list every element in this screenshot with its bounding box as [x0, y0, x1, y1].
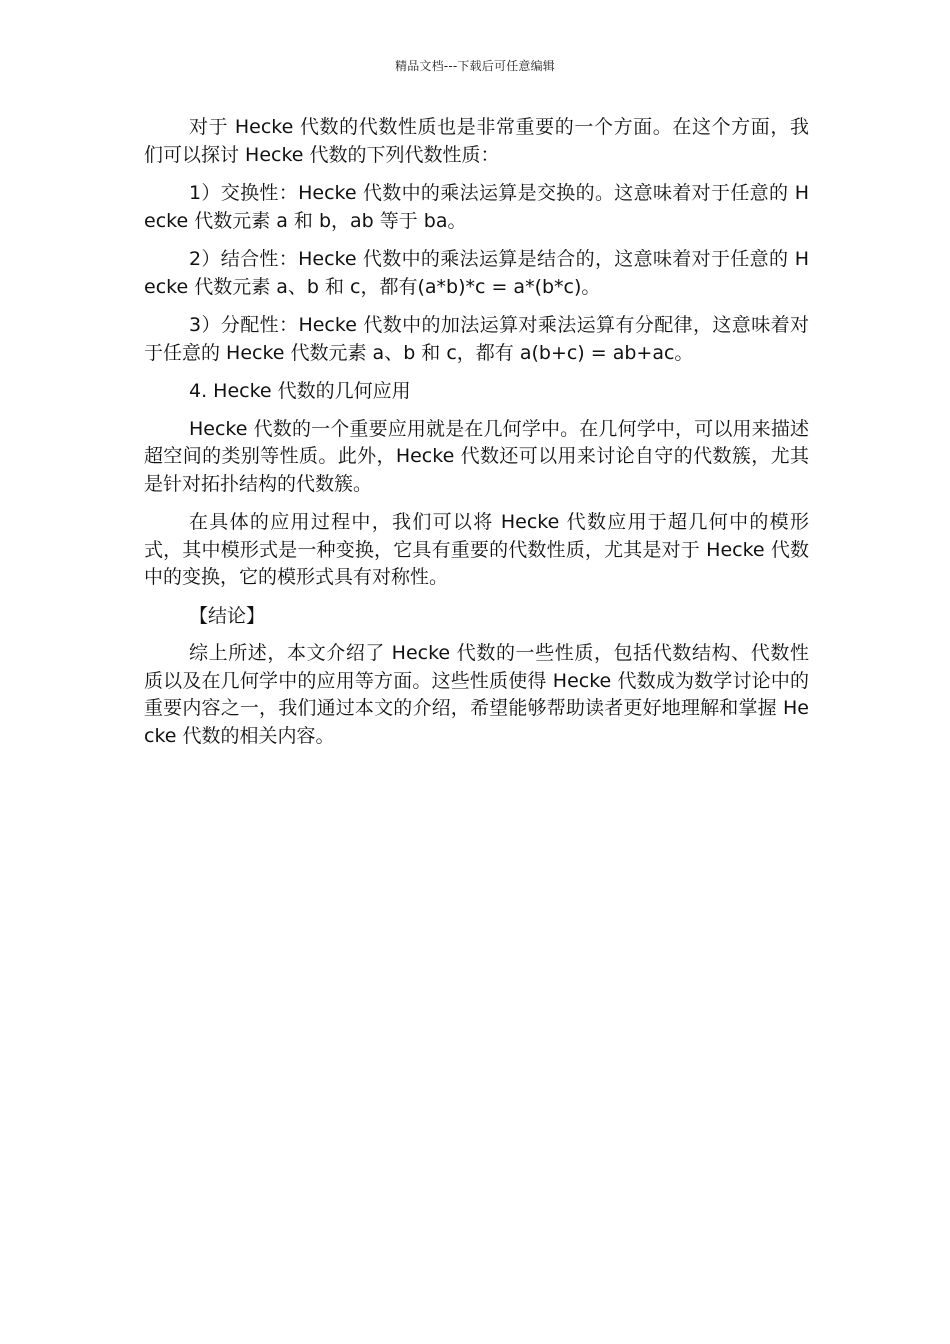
- paragraph-modular-forms: 在具体的应用过程中，我们可以将 Hecke 代数应用于超几何中的模形式，其中模形式是一种变换，它具有重要的代数性质，尤其是对于 Hecke 代数中的变换，它的模形式具有对称性。: [144, 511, 809, 588]
- paragraph-algebraic-properties-intro: 对于 Hecke 代数的代数性质也是非常重要的一个方面。在这个方面，我们可以探讨 Hecke 代数的下列代数性质：: [144, 116, 809, 166]
- section-heading-geometric-applications: 4. Hecke 代数的几何应用: [189, 380, 411, 402]
- paragraph-distributivity: 3）分配性：Hecke 代数中的加法运算对乘法运算有分配律，这意味着对于任意的 Hecke 代数元素 a、b 和 c，都有 a(b+c) = ab+ac。: [144, 314, 809, 364]
- paragraph-commutativity: 1）交换性：Hecke 代数中的乘法运算是交换的。这意味着对于任意的 Hecke 代数元素 a 和 b，ab 等于 ba。: [144, 182, 809, 232]
- document-body: [144, 114, 809, 761]
- paragraph-geometry-application: Hecke 代数的一个重要应用就是在几何学中。在几何学中，可以用来描述超空间的类别等性质。此外，Hecke 代数还可以用来讨论自守的代数簇，尤其是针对拓扑结构的代数簇。: [144, 417, 809, 495]
- paragraph-associativity: 2）结合性：Hecke 代数中的乘法运算是结合的，这意味着对于任意的 Hecke 代数元素 a、b 和 c，都有(a*b)*c = a*(b*c)。: [144, 248, 809, 298]
- page-header: 精品文档---下载后可任意编辑: [395, 59, 555, 73]
- section-heading-conclusion: 【结论】: [189, 604, 266, 627]
- paragraph-conclusion: 综上所述，本文介绍了 Hecke 代数的一些性质，包括代数结构、代数性质以及在几何学中的应用等方面。这些性质使得 Hecke 代数成为数学讨论中的重要内容之一，我们通过本文的介绍，希望能够帮助读者更好地理解和掌握 Hecke 代数的相关内容。: [144, 642, 809, 747]
